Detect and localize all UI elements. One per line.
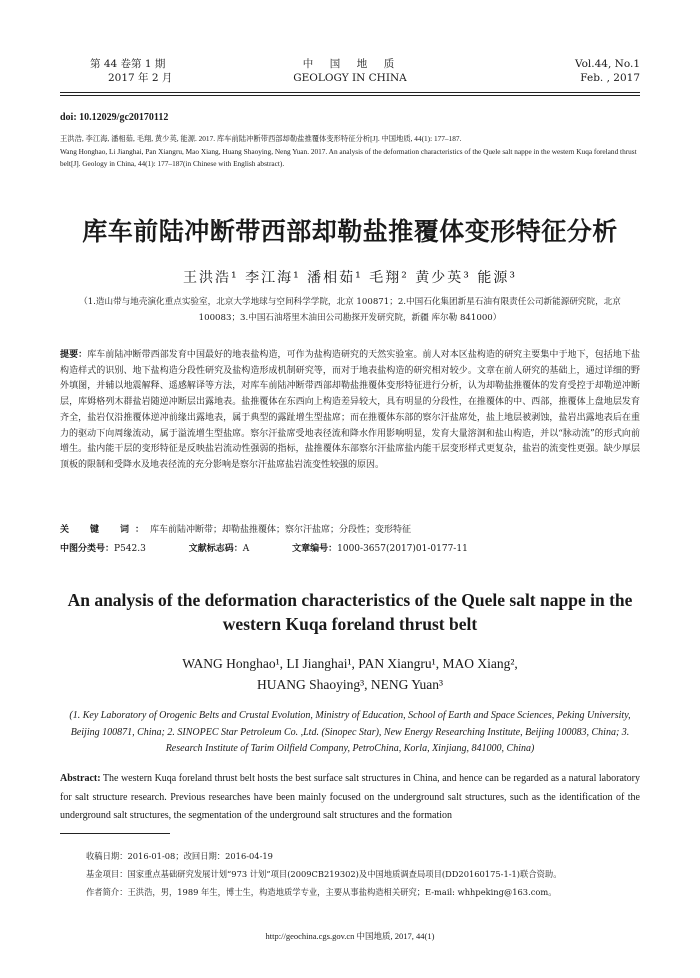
abstract-en-text: The western Kuqa foreland thrust belt hosts the best surface salt structures in China, and hence can be regarded as a natural laboratory for salt structure research. Previous researches have been mainly focused on the underground salt structures, such as the identification of the underground salt structures, the segmentation of the underground salt structures and the formation — [60, 773, 640, 821]
citation-en: Wang Honghao, Li Jianghai, Pan Xiangru, Mao Xiang, Huang Shaoying, Neng Yuan. 2017. An analysis of the deformation characteristics of the Quele salt nappe in the western Kuqa foreland thrust belt[J]. Geology in China, 44(1): 177–187(in Chinese with English abstract). — [60, 147, 637, 168]
abstract-cn-label: 提要： — [60, 350, 88, 360]
keywords-cn — [60, 522, 640, 535]
abstract-en — [60, 770, 640, 826]
header-journal-cn: 中 国 地 质 — [302, 58, 398, 70]
affiliation-en-text: (1. Key Laboratory of Orogenic Belts and Crustal Evolution, Ministry of Education, School of Earth and Space Sciences, Peking University, Beijing 100871, China; 2. SINOPEC Star Petroleum Co. ,Ltd. (Sinopec Star), New Energy Researching Institute, Beijing 100083, China; 3. Research Institute of Tarim Oilfield Company, PetroChina, Korla, Xinjiang, 841000, China) — [69, 710, 631, 754]
footnote-author: 作者简介：王洪浩，男，1989 年生，博士生，构造地质学专业，主要从事盐构造相关研究；E-mail: whhpeking@163.com。 — [86, 887, 557, 897]
citation-cn: 王洪浩, 李江海, 潘相茹, 毛翔, 黄少英, 能源. 2017. 库车前陆冲断带西部却勒盐推覆体变形特征分析[J]. 中国地质, 44(1): 177–187. — [60, 134, 462, 143]
footnote-received: 收稿日期：2016-01-08；改回日期：2016-04-19 — [86, 851, 273, 861]
doc-code-label: 文献标志码： — [188, 544, 243, 554]
article-no-value: 1000-3657(2017)01-0177-11 — [337, 544, 468, 554]
doc-code-value: A — [242, 544, 250, 554]
keywords-cn-label: 关 键 词： — [60, 525, 151, 535]
abstract-en-label: Abstract: — [60, 773, 101, 784]
footnote-rule — [60, 833, 170, 834]
page-footer: http://geochina.cgs.gov.cn 中国地质, 2017, 44(1) — [265, 931, 435, 941]
classification-line — [60, 541, 640, 554]
running-header — [60, 57, 640, 87]
authors-en-line2: HUANG Shaoying³, NENG Yuan³ — [256, 677, 444, 692]
title-cn: 库车前陆冲断带西部却勒盐推覆体变形特征分析 — [82, 217, 618, 246]
header-rule-thin — [60, 95, 640, 96]
clc-label: 中图分类号： — [60, 544, 115, 554]
doi[interactable]: doi: 10.12029/gc20170112 — [60, 112, 169, 123]
authors-cn: 王洪浩¹ 李江海¹ 潘相茹¹ 毛翔² 黄少英³ 能源³ — [183, 270, 517, 286]
header-volume-issue: 第 44 卷第 1 期 — [90, 58, 166, 70]
abstract-cn — [60, 348, 640, 474]
affiliation-en — [60, 708, 640, 758]
header-date-en: Feb. , 2017 — [580, 72, 640, 84]
header-journal-en: GEOLOGY IN CHINA — [293, 72, 407, 84]
authors-en-line1: WANG Honghao¹, LI Jianghai¹, PAN Xiangru¹, MAO Xiang², — [182, 656, 518, 671]
clc-value: P542.3 — [114, 544, 146, 554]
authors-en — [40, 653, 660, 695]
keywords-cn-text: 库车前陆冲断带；却勒盐推覆体；察尔汗盐席；分段性；变形特征 — [150, 525, 412, 535]
header-rule-thick — [60, 92, 640, 93]
affiliation-cn: （1.造山带与地壳演化重点实验室，北京大学地球与空间科学学院，北京 100871；2.中国石化集团新星石油有限责任公司新能源研究院，北京 100083；3.中国石油塔里木油田公司勘探开发研究院，新疆 库尔勒 841000） — [79, 297, 621, 323]
header-volume-en — [575, 57, 640, 85]
header-journal-name — [60, 57, 640, 85]
footnote-fund: 基金项目：国家重点基础研究发展计划“973 计划”项目(2009CB219302)及中国地质调查局项目(DD20160175-1-1)联合资助。 — [86, 869, 562, 879]
abstract-cn-text: 库车前陆冲断带西部发育中国最好的地表盐构造，可作为盐构造研究的天然实验室。前人对本区盐构造的研究主要集中于地下，包括地下盐构造样式的识别、地下盐构造分段性研究及盐构造形成机制研究等，而对于地表盐构造的研究相对较少。文章在前人研究的基础上，通过详细的野外填图，并辅以地震解释、遥感解译等方法，对库车前陆冲断带西部却勒盐推覆体变形特征进行分析，认为却勒盐推覆体的发育受控于却勒逆冲断层，库姆格列木群盐岩随逆冲断层出露地表。盐推覆体在东西向上构造差异较大，具有明显的分段性，在推覆体的中、西部，推覆体上盘地层发育齐全，盐岩仅沿推覆体逆冲前缘出露地表，属于典型的露趾增生型盐席；而在推覆体东部的察尔汗盐席处，盐上地层被剥蚀，盐岩出露地表后在重力的驱动下向周缘流动，属于溢流增生型盐席。察尔汗盐席受地表径流和降水作用影响明显，发育大量溶洞和盐山构造，并以“脉动流”的形式向前增生。盐内能干层的变形特征是反映盐岩流动性强弱的指标，盐推覆体东部察尔汗盐席盐内能干层变形样式更复杂，盐岩的流变性更强。缺少厚层顶板的限制和受降水及地表径流的充分影响是察尔汗盐席盐岩流变性较强的原因。 — [60, 350, 640, 470]
article-no-label: 文章编号： — [292, 544, 338, 554]
header-vol-no: Vol.44, No.1 — [574, 58, 640, 70]
header-date-cn: 2017 年 2 月 — [108, 72, 173, 84]
title-en: An analysis of the deformation characteristics of the Quele salt nappe in the western Kuqa foreland thrust belt — [67, 590, 633, 634]
